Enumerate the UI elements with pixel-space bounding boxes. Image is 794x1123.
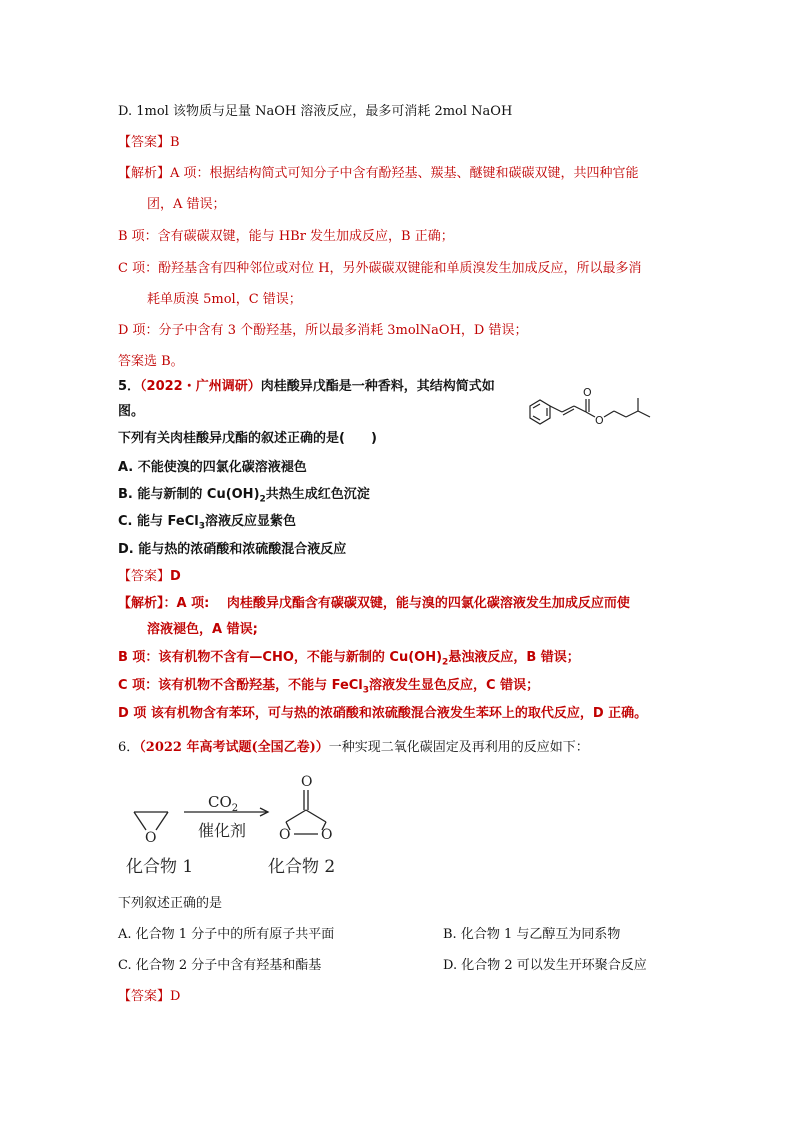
ring-o-right: O (321, 827, 333, 843)
compound1-label: 化合物 1 (126, 857, 194, 877)
analysis-text: ：A 项: 肉桂酸异戊酯含有碳碳双键，能与溴的四氯化碳溶液发生加成反应而使 (163, 596, 630, 611)
q6-stem-text: 一种实现二氧化碳固定及再利用的反应如下： (328, 740, 589, 755)
q5-stem (118, 377, 495, 397)
q5-analysis-b (118, 648, 580, 673)
q5-stem-text: 肉桂酸异戊酯是一种香料，其结构简式如 (260, 379, 495, 394)
answer-tag: 【答案】 (118, 569, 171, 584)
q5-option-b (118, 485, 370, 510)
q5-option-b-text: B. 能与新制的 Cu(OH) (118, 487, 260, 502)
q5-analysis-a (118, 594, 630, 614)
answer-tag: 【答案】 (118, 989, 171, 1004)
compound2-label: 化合物 2 (268, 857, 336, 877)
q6-source: （2022 年高考试题(全国乙卷)） (139, 740, 329, 755)
reagent-co2: $CO_2$ (208, 793, 239, 814)
q4-analysis-c: C 项：酚羟基含有四种邻位或对位 H，另外碳碳双键能和单质溴发生加成反应，所以最多消 (118, 261, 642, 276)
answer-value: D (170, 569, 181, 584)
analysis-b-text2: 悬浊液反应，B 错误； (448, 650, 580, 665)
q5-option-b-sub: 2 (259, 494, 266, 505)
q6-option-b: B. 化合物 1 与乙醇互为同系物 (443, 927, 621, 942)
analysis-tag: 【解析】 (118, 596, 164, 611)
carbonyl-o: O (301, 774, 313, 790)
q5-option-a: A. 不能使溴的四氯化碳溶液褪色 (118, 460, 307, 475)
q4-option-d: D. 1mol 该物质与足量 NaOH 溶液反应，最多可消耗 2mol NaOH (118, 104, 513, 119)
q5-analysis-c (118, 676, 539, 701)
q5-answer (118, 567, 181, 587)
q4-analysis-c-cont: 耗单质溴 5mol，C 错误； (147, 292, 302, 307)
analysis-c-text2: 溶液发生显色反应，C 错误； (369, 678, 540, 693)
q4-conclusion: 答案选 B。 (118, 354, 184, 369)
q5-option-c (118, 512, 296, 537)
q5-analysis-d: D 项 该有机物含有苯环，可与热的浓硝酸和浓硫酸混合液发生苯环上的取代反应，D 正确。 (118, 706, 648, 721)
q6-option-c: C. 化合物 2 分子中含有羟基和酯基 (118, 958, 322, 973)
answer-tag: 【答案】 (118, 135, 171, 150)
q5-option-c-sub: 3 (198, 521, 205, 532)
analysis-text: A 项：根据结构简式可知分子中含有酚羟基、羰基、醚键和碳碳双键，共四种官能 (170, 166, 639, 181)
carbonyl-o: O (583, 386, 592, 399)
isoamyl-cinnamate-structure (520, 384, 690, 444)
q6-option-d: D. 化合物 2 可以发生开环聚合反应 (443, 958, 647, 973)
q5-option-d: D. 能与热的浓硝酸和浓硫酸混合液反应 (118, 542, 347, 557)
q6-stem (118, 738, 589, 758)
q5-analysis-a-cont: 溶液褪色，A 错误; (147, 622, 258, 637)
q5-stem-cont: 图。 (118, 404, 145, 419)
q5-question: 下列有关肉桂酸异戊酯的叙述正确的是( ) (118, 431, 377, 446)
q4-analysis-a (118, 164, 639, 184)
q5-option-c-text2: 溶液反应显紫色 (204, 514, 296, 529)
ester-o: O (595, 414, 604, 427)
analysis-b-text: B 项：该有机物不含有—CHO，不能与新制的 Cu(OH) (118, 650, 443, 665)
q4-analysis-a-cont: 团，A 错误； (147, 197, 226, 212)
q4-analysis-d: D 项：分子中含有 3 个酚羟基，所以最多消耗 3molNaOH，D 错误； (118, 323, 528, 338)
q6-option-a: A. 化合物 1 分子中的所有原子共平面 (118, 927, 335, 942)
answer-value: D (170, 989, 181, 1004)
catalyst-label: 催化剂 (198, 821, 247, 840)
answer-value: B (170, 135, 180, 150)
q6-answer (118, 987, 180, 1007)
analysis-c-sub: 3 (362, 685, 370, 696)
q6-number: 6． (118, 740, 140, 755)
ring-o-left: O (279, 827, 291, 843)
q5-option-c-text: C. 能与 FeCl (118, 514, 199, 529)
q5-number: 5． (118, 379, 141, 394)
q6-question: 下列叙述正确的是 (118, 896, 223, 911)
q4-analysis-b: B 项：含有碳碳双键，能与 HBr 发生加成反应，B 正确； (118, 229, 454, 244)
q5-source: （2022・广州调研） (140, 379, 261, 394)
analysis-c-text: C 项：该有机物不含酚羟基，不能与 FeCl (118, 678, 363, 693)
epoxide-o: O (145, 830, 157, 846)
q4-answer (118, 133, 180, 153)
analysis-tag: 【解析】 (118, 166, 171, 181)
reaction-scheme (118, 770, 378, 880)
q5-option-b-text2: 共热生成红色沉淀 (265, 487, 370, 502)
analysis-b-sub: 2 (442, 657, 449, 668)
